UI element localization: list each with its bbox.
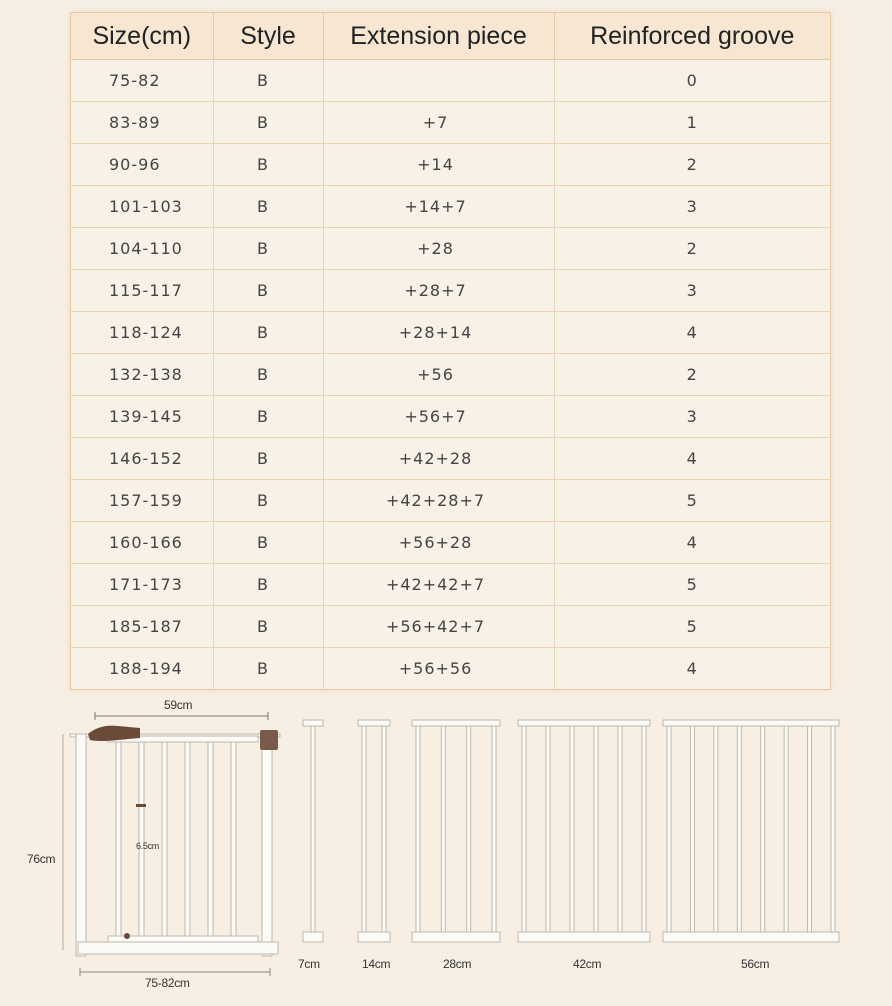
extension-bar <box>311 726 315 932</box>
cell-extension: +56+42+7 <box>323 606 554 648</box>
extension-piece <box>663 720 839 942</box>
gate-handle <box>88 726 140 741</box>
table-row <box>71 60 830 102</box>
cell-style: B <box>213 60 323 102</box>
table-row <box>71 564 830 606</box>
gate-bottom-rail <box>78 942 278 954</box>
main-gate <box>63 712 280 976</box>
cell-extension: +56 <box>323 354 554 396</box>
gate-hinge <box>124 933 130 939</box>
extension-piece <box>518 720 650 942</box>
cell-style: B <box>213 102 323 144</box>
gate-height-label: 76cm <box>27 852 56 866</box>
cell-style: B <box>213 438 323 480</box>
header-extension-piece: Extension piece <box>323 13 554 60</box>
extension-bar <box>761 726 765 932</box>
cell-size: 75-82 <box>71 60 213 102</box>
table-row <box>71 186 830 228</box>
extension-bar <box>808 726 812 932</box>
table-row <box>71 270 830 312</box>
extension-piece <box>412 720 500 942</box>
extension-bar <box>667 726 671 932</box>
cell-style: B <box>213 186 323 228</box>
table-body <box>71 60 830 690</box>
gate-latch <box>260 730 278 750</box>
gap-marker <box>136 804 146 807</box>
extension-bar <box>382 726 386 932</box>
extension-bar <box>522 726 526 932</box>
cell-groove: 4 <box>554 522 830 564</box>
cell-extension: +14 <box>323 144 554 186</box>
cell-extension: +7 <box>323 102 554 144</box>
cell-style: B <box>213 606 323 648</box>
cell-size: 90-96 <box>71 144 213 186</box>
cell-extension: +56+7 <box>323 396 554 438</box>
extension-bar <box>594 726 598 932</box>
gate-bar <box>139 742 144 936</box>
cell-groove: 0 <box>554 60 830 102</box>
gate-bar <box>162 742 167 936</box>
extension-pieces <box>303 720 839 942</box>
cell-size: 157-159 <box>71 480 213 522</box>
gate-bar <box>231 742 236 936</box>
size-table <box>71 13 830 689</box>
cell-extension: +42+42+7 <box>323 564 554 606</box>
extension-bar <box>831 726 835 932</box>
extension-bar <box>570 726 574 932</box>
cell-style: B <box>213 396 323 438</box>
extension-label: 42cm <box>573 957 602 971</box>
cell-groove: 3 <box>554 396 830 438</box>
table-row <box>71 648 830 690</box>
cell-extension: +56+56 <box>323 648 554 690</box>
extension-bar <box>416 726 420 932</box>
cell-style: B <box>213 270 323 312</box>
extension-bar <box>362 726 366 932</box>
gate-bar <box>116 742 121 936</box>
cell-extension: +56+28 <box>323 522 554 564</box>
cell-extension <box>323 60 554 102</box>
cell-size: 146-152 <box>71 438 213 480</box>
table-row <box>71 312 830 354</box>
cell-groove: 5 <box>554 480 830 522</box>
cell-groove: 3 <box>554 186 830 228</box>
cell-size: 160-166 <box>71 522 213 564</box>
cell-size: 104-110 <box>71 228 213 270</box>
cell-style: B <box>213 480 323 522</box>
cell-size: 132-138 <box>71 354 213 396</box>
cell-groove: 2 <box>554 144 830 186</box>
gate-gap-label: 6.5cm <box>136 841 160 851</box>
table-row <box>71 144 830 186</box>
cell-size: 115-117 <box>71 270 213 312</box>
cell-groove: 2 <box>554 354 830 396</box>
cell-extension: +28+14 <box>323 312 554 354</box>
cell-style: B <box>213 522 323 564</box>
cell-groove: 1 <box>554 102 830 144</box>
cell-size: 118-124 <box>71 312 213 354</box>
table-row <box>71 522 830 564</box>
extension-label: 7cm <box>298 957 320 971</box>
table-row <box>71 480 830 522</box>
extension-label: 28cm <box>443 957 472 971</box>
gate-bar <box>185 742 190 936</box>
extension-bar <box>441 726 445 932</box>
gate-left-post <box>76 734 86 956</box>
cell-groove: 4 <box>554 438 830 480</box>
cell-size: 83-89 <box>71 102 213 144</box>
cell-size: 188-194 <box>71 648 213 690</box>
cell-style: B <box>213 564 323 606</box>
cell-extension: +42+28+7 <box>323 480 554 522</box>
table-row <box>71 228 830 270</box>
gate-width-label: 59cm <box>164 698 193 712</box>
extension-bar <box>737 726 741 932</box>
cell-groove: 5 <box>554 564 830 606</box>
gate-diagram <box>0 690 892 1001</box>
cell-groove: 5 <box>554 606 830 648</box>
table-header-row <box>71 13 830 60</box>
extension-bar <box>618 726 622 932</box>
cell-groove: 3 <box>554 270 830 312</box>
size-table-container <box>70 12 831 690</box>
extension-piece <box>358 720 390 942</box>
gate-right-post <box>262 734 272 956</box>
header-style: Style <box>213 13 323 60</box>
cell-size: 101-103 <box>71 186 213 228</box>
cell-style: B <box>213 648 323 690</box>
cell-size: 171-173 <box>71 564 213 606</box>
cell-style: B <box>213 144 323 186</box>
cell-groove: 4 <box>554 312 830 354</box>
extension-bar <box>467 726 471 932</box>
table-row <box>71 438 830 480</box>
table-row <box>71 102 830 144</box>
cell-size: 139-145 <box>71 396 213 438</box>
table-row <box>71 354 830 396</box>
cell-extension: +42+28 <box>323 438 554 480</box>
extension-bar <box>492 726 496 932</box>
cell-style: B <box>213 312 323 354</box>
header-reinforced-groove: Reinforced groove <box>554 13 830 60</box>
extension-bar <box>546 726 550 932</box>
table-row <box>71 396 830 438</box>
cell-size: 185-187 <box>71 606 213 648</box>
cell-groove: 4 <box>686 659 698 678</box>
extension-piece <box>303 720 323 942</box>
cell-style: B <box>213 354 323 396</box>
gate-bar <box>208 742 213 936</box>
cell-groove: 2 <box>554 228 830 270</box>
cell-extension: +28+7 <box>323 270 554 312</box>
cell-extension: +28 <box>323 228 554 270</box>
table-row <box>71 606 830 648</box>
header-size: Size(cm) <box>71 13 213 60</box>
extension-bar <box>714 726 718 932</box>
gate-diagram-drawing <box>0 690 892 1001</box>
cell-extension: +14+7 <box>323 186 554 228</box>
extension-label: 14cm <box>362 957 391 971</box>
gate-range-label: 75-82cm <box>145 976 190 990</box>
extension-bar <box>642 726 646 932</box>
extension-bar <box>690 726 694 932</box>
cell-style: B <box>213 228 323 270</box>
extension-bar <box>784 726 788 932</box>
extension-label: 56cm <box>741 957 770 971</box>
